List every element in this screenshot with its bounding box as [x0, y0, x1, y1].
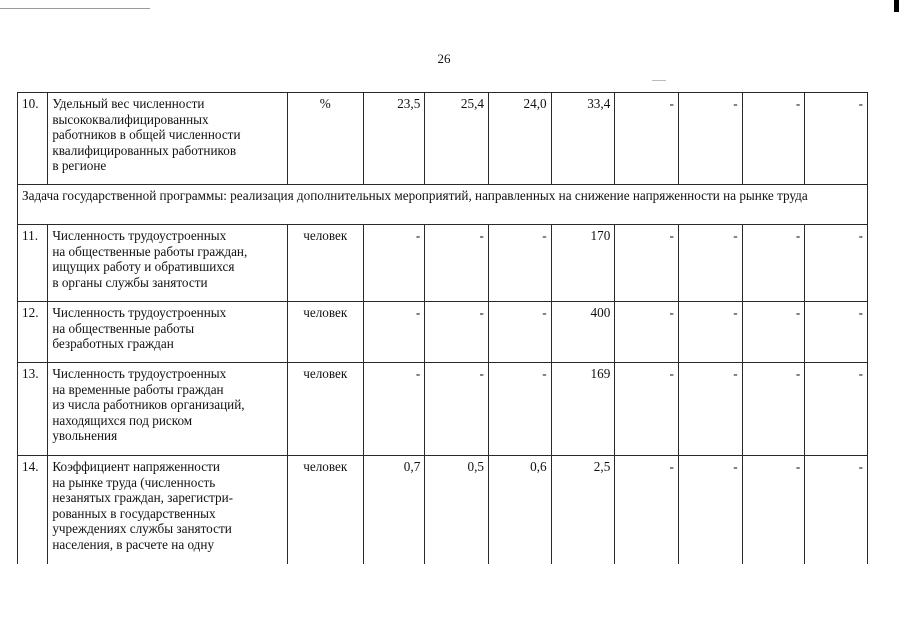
indicators-table [17, 92, 868, 564]
value-cell: 0,5 [425, 456, 489, 565]
scan-faint-mark [652, 80, 666, 81]
value-cell: 400 [551, 302, 615, 363]
value-cell: - [488, 302, 551, 363]
indicator-name: Коэффициент напряженности на рынке труда (численность незанятых граждан, зарегистри- рованных в государственных учреждениях службы занятости населения, в расчете на одну [48, 456, 288, 565]
table-row [18, 302, 868, 363]
task-heading: Задача государственной программы: реализация дополнительных мероприятий, направленных на снижение напряженности на рынке труда [18, 185, 868, 225]
value-cell: - [678, 456, 742, 565]
indicator-name: Численность трудоустроенных на временные работы граждан из числа работников организаций, находящихся под риском увольнения [48, 363, 288, 456]
unit-cell: человек [287, 302, 363, 363]
table-row [18, 93, 868, 185]
value-cell: - [425, 363, 489, 456]
value-cell: - [615, 456, 679, 565]
value-cell: - [678, 302, 742, 363]
row-number: 13. [18, 363, 48, 456]
table-row [18, 225, 868, 302]
value-cell: - [805, 93, 868, 185]
unit-cell: % [287, 93, 363, 185]
value-cell: - [488, 225, 551, 302]
scan-artifact-line [0, 8, 150, 9]
value-cell: 25,4 [425, 93, 489, 185]
indicator-name: Численность трудоустроенных на общественные работы граждан, ищущих работу и обратившихся в органы службы занятости [48, 225, 288, 302]
row-number: 14. [18, 456, 48, 565]
value-cell: - [678, 93, 742, 185]
value-cell: - [805, 302, 868, 363]
value-cell: - [742, 225, 805, 302]
value-cell: - [678, 225, 742, 302]
value-cell: - [363, 302, 425, 363]
indicator-name: Численность трудоустроенных на общественные работы безработных граждан [48, 302, 288, 363]
unit-cell: человек [287, 363, 363, 456]
row-number: 11. [18, 225, 48, 302]
value-cell: - [805, 456, 868, 565]
value-cell: - [742, 93, 805, 185]
table-row [18, 185, 868, 225]
value-cell: 0,6 [488, 456, 551, 565]
value-cell: 33,4 [551, 93, 615, 185]
table-body [18, 93, 868, 565]
value-cell: 169 [551, 363, 615, 456]
value-cell: - [488, 363, 551, 456]
value-cell: - [805, 363, 868, 456]
value-cell: - [615, 302, 679, 363]
value-cell: - [363, 363, 425, 456]
value-cell: - [425, 302, 489, 363]
value-cell: - [615, 93, 679, 185]
scan-edge-mark [894, 0, 899, 12]
value-cell: 24,0 [488, 93, 551, 185]
table-row [18, 363, 868, 456]
value-cell: - [742, 302, 805, 363]
value-cell: 170 [551, 225, 615, 302]
table-row [18, 456, 868, 565]
value-cell: - [425, 225, 489, 302]
value-cell: - [363, 225, 425, 302]
value-cell: - [742, 363, 805, 456]
value-cell: - [615, 363, 679, 456]
row-number: 12. [18, 302, 48, 363]
value-cell: - [615, 225, 679, 302]
value-cell: 23,5 [363, 93, 425, 185]
value-cell: - [742, 456, 805, 565]
unit-cell: человек [287, 225, 363, 302]
page-number: 26 [437, 51, 451, 66]
value-cell: - [805, 225, 868, 302]
value-cell: 0,7 [363, 456, 425, 565]
value-cell: 2,5 [551, 456, 615, 565]
unit-cell: человек [287, 456, 363, 565]
row-number: 10. [18, 93, 48, 185]
indicator-name: Удельный вес численности высококвалифицированных работников в общей численности квалифицированных работников в регионе [48, 93, 288, 185]
value-cell: - [678, 363, 742, 456]
